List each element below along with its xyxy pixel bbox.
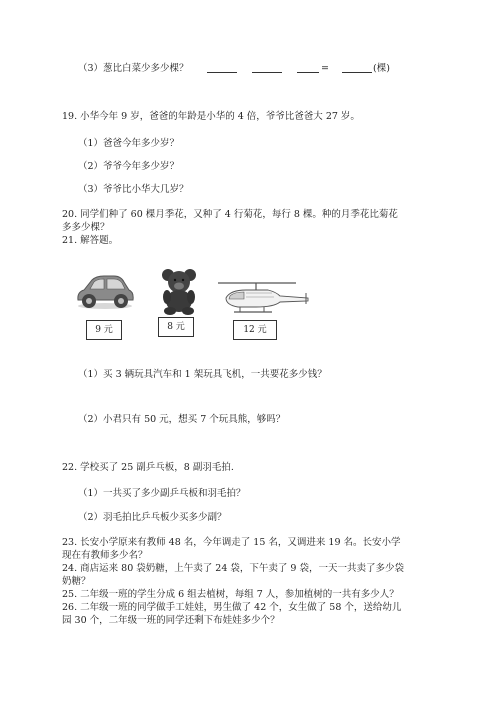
toy-bear-figure: [158, 268, 200, 316]
question-20-line1: 20. 同学们种了 60 棵月季花，又种了 4 行菊花，每行 8 棵。种的月季花比菊花: [62, 209, 398, 220]
answer-blank[interactable]: [342, 63, 372, 73]
question-23-line2: 现在有教师多少名？: [62, 550, 148, 561]
question-18-3: [78, 62, 189, 75]
toy-helicopter-figure: [216, 280, 312, 316]
question-23-line1: 23. 长安小学原来有教师 48 名，今年调走了 15 名，又调进来 19 名。长安小学: [62, 537, 401, 548]
answer-blank[interactable]: [252, 63, 282, 73]
question-24-line2: 奶糖？: [62, 576, 91, 587]
question-25: 25. 二年级一班的学生分成 6 组去植树，每组 7 人，参加植树的一共有多少人？: [62, 589, 399, 600]
car-icon: [74, 272, 136, 312]
question-text: （3）葱比白菜少多少棵？: [78, 63, 189, 74]
question-21-1: （1）买 3 辆玩具汽车和 1 架玩具飞机，一共要花多少钱？: [78, 369, 327, 380]
question-24-line1: 24. 商店运来 80 袋奶糖，上午卖了 24 袋，下午卖了 9 袋，一天一共卖了多少袋: [62, 563, 404, 574]
helicopter-icon: [216, 280, 312, 316]
equals-sign: =: [321, 63, 329, 74]
car-price-tag: 9 元: [86, 320, 122, 340]
toy-car-figure: [74, 272, 136, 312]
question-19: 19. 小华今年 9 岁，爸爸的年龄是小华的 4 倍，爷爷比爸爸大 27 岁。: [62, 111, 360, 122]
teddy-bear-icon: [158, 268, 200, 316]
bear-price-tag: 8 元: [158, 317, 194, 337]
question-26-line1: 26. 二年级一班的同学做手工娃娃，男生做了 42 个，女生做了 58 个，送给幼儿: [62, 602, 402, 613]
answer-blank[interactable]: [207, 63, 237, 73]
question-19-3: （3）爷爷比小华大几岁？: [78, 184, 189, 195]
question-22-1: （1）一共买了多少副乒乓板和羽毛拍？: [78, 488, 246, 499]
answer-blank[interactable]: [297, 63, 319, 73]
question-26-line2: 园 30 个，二年级一班的同学还剩下布娃娃多少个？: [62, 615, 280, 626]
question-22-2: （2）羽毛拍比乒乓板少买多少副？: [78, 512, 227, 523]
question-20-line2: 多多少棵？: [62, 222, 110, 233]
question-19-2: （2）爷爷今年多少岁？: [78, 161, 180, 172]
helicopter-price-tag: 12 元: [233, 320, 277, 340]
question-22: 22. 学校买了 25 副乒乓板，8 副羽毛拍.: [62, 462, 234, 473]
question-21: 21. 解答题。: [62, 235, 119, 246]
question-19-1: （1）爸爸今年多少岁？: [78, 138, 180, 149]
question-21-2: （2）小君只有 50 元，想买 7 个玩具熊，够吗？: [78, 414, 286, 425]
unit-label: (棵): [373, 63, 390, 74]
